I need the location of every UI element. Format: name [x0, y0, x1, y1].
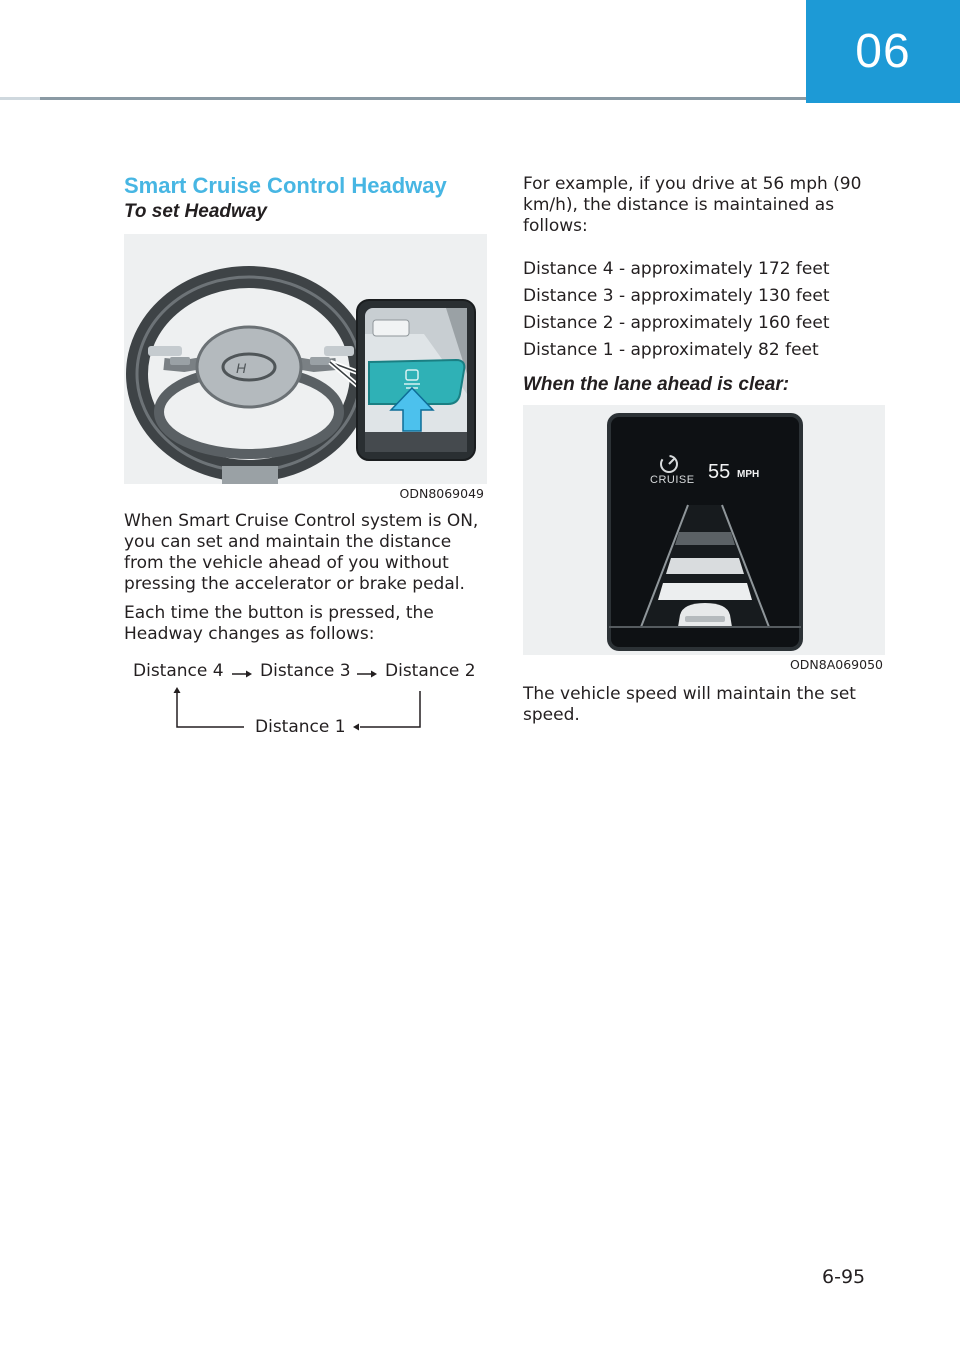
header-rule	[0, 97, 806, 100]
list-item: Distance 4 - approximately 172 feet	[523, 259, 830, 279]
cycle-distance-3: Distance 3	[260, 661, 351, 681]
section-title: Smart Cruise Control Headway	[124, 173, 447, 198]
headway-cycle-diagram	[124, 651, 489, 741]
cycle-distance-4: Distance 4	[133, 661, 224, 681]
distance-list	[523, 259, 888, 361]
paragraph: The vehicle speed will maintain the set speed.	[523, 684, 856, 725]
chapter-tab: 06	[806, 0, 960, 103]
example-intro: For example, if you drive at 56 mph (90 km/h), the distance is maintained as follows:	[523, 174, 862, 236]
left-column	[124, 172, 489, 741]
steering-wheel-figure	[124, 234, 487, 484]
paragraph: Each time the button is pressed, the Headway changes as follows:	[124, 603, 434, 644]
page-number: 6-95	[822, 1266, 866, 1288]
figure-code: ODN8069049	[399, 486, 484, 501]
header-rule-accent	[0, 97, 40, 100]
list-item: Distance 1 - approximately 82 feet	[523, 340, 819, 360]
cluster-display-illustration	[523, 405, 885, 655]
list-item: Distance 3 - approximately 130 feet	[523, 286, 830, 306]
subsection-title: To set Headway	[124, 201, 267, 222]
svg-text:H: H	[236, 360, 247, 376]
cruise-label: CRUISE	[650, 474, 695, 486]
lane-heading: When the lane ahead is clear:	[523, 374, 790, 395]
cycle-distance-2: Distance 2	[385, 661, 476, 681]
paragraph: When Smart Cruise Control system is ON, you can set and maintain the distance from the vehicle ahead of you without pressing the accelerator or brake pedal.	[124, 511, 479, 594]
steering-wheel-illustration	[124, 234, 487, 484]
speed-unit: MPH	[737, 469, 760, 480]
figure-code: ODN8A069050	[789, 657, 883, 672]
set-speed: 55	[708, 461, 731, 483]
cluster-figure	[523, 405, 885, 655]
cycle-distance-1: Distance 1	[255, 717, 346, 737]
right-column	[523, 174, 888, 726]
list-item: Distance 2 - approximately 160 feet	[523, 313, 830, 333]
